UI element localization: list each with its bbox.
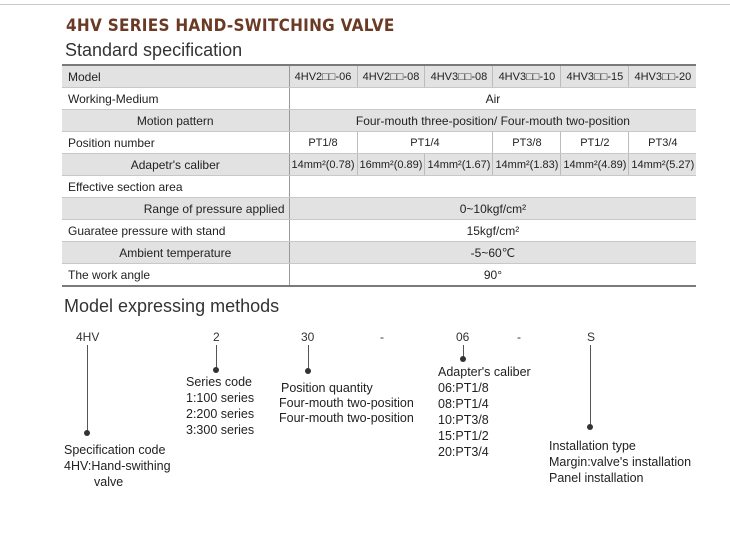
adapter-caliber-desc [438,364,531,460]
table-row [62,264,696,287]
model-cell: 4HV2□□-08 [357,65,425,88]
desc-heading: Specification code [64,443,166,457]
value-cell: -5~60℃ [289,242,696,264]
position-cell: PT1/4 [357,132,493,154]
spec-code-desc [64,442,171,490]
caliber-cell: 14mm²(1.67) [425,154,493,176]
desc-heading: Series code [186,375,253,389]
code-install: S [587,330,596,344]
model-cell: 4HV3□□-08 [425,65,493,88]
position-cell: PT3/4 [629,132,696,154]
caliber-cell: 16mm²(0.89) [357,154,425,176]
table-row [62,242,696,264]
desc-line: Four-mouth two-position [279,396,414,410]
caliber-cell: 14mm²(5.27) [629,154,696,176]
desc-line: 4HV:Hand-swithing [64,459,171,473]
section-heading-model: Model expressing methods [64,296,280,316]
install-type-desc [549,438,691,486]
model-cell: 4HV2□□-06 [289,65,357,88]
table-row [62,220,696,242]
position-cell: PT1/8 [289,132,357,154]
table-row [62,176,696,198]
desc-line: 2:200 series [186,407,255,421]
desc-line: 15:PT1/2 [438,429,489,443]
value-cell: Air [289,88,696,110]
table-row [62,198,696,220]
desc-line: Four-mouth two-position [279,411,414,425]
desc-line: 3:300 series [186,423,255,437]
code-series: 4HV [76,330,100,344]
connector-dot [587,424,593,430]
position-cell: PT3/8 [493,132,561,154]
desc-heading: Installation type [549,439,636,453]
row-label: Working-Medium [62,88,289,110]
value-cell: Four-mouth three-position/ Four-mouth two-position [289,110,696,132]
value-cell: 15kgf/cm² [289,220,696,242]
desc-line: 08:PT1/4 [438,397,489,411]
value-cell [289,176,696,198]
desc-heading: Adapter's caliber [438,365,531,379]
desc-line: Panel installation [549,471,644,485]
spec-table [62,64,696,287]
connector-dot [213,367,219,373]
row-label: Motion pattern [62,110,289,132]
desc-line: 10:PT3/8 [438,413,489,427]
model-cell: 4HV3□□-20 [629,65,696,88]
row-label: Adapetr's caliber [62,154,289,176]
section-heading-spec: Standard specification [65,40,243,60]
caliber-cell: 14mm²(1.83) [493,154,561,176]
desc-heading: Position quantity [281,381,373,395]
desc-line: 20:PT3/4 [438,445,489,459]
position-cell: PT1/2 [561,132,629,154]
table-row [62,132,696,154]
desc-line: Margin:valve's installation [549,455,692,469]
caliber-cell: 14mm²(0.78) [289,154,357,176]
code-series-num: 2 [213,330,220,344]
row-label: Range of pressure applied [62,198,289,220]
row-label: Model [62,65,289,88]
table-row [62,110,696,132]
row-label: Guaratee pressure with stand [62,220,289,242]
page-title: 4HV SERIES HAND-SWITCHING VALVE [66,16,395,36]
row-label: Ambient temperature [62,242,289,264]
top-divider [0,4,730,5]
table-row [62,88,696,110]
row-label: Position number [62,132,289,154]
code-dash: - [380,330,384,344]
code-dash: - [517,330,521,344]
connector-dot [460,356,466,362]
desc-line: 1:100 series [186,391,255,405]
row-label: Effective section area [62,176,289,198]
desc-line: 06:PT1/8 [438,381,489,395]
connector-line [590,345,591,429]
code-caliber: 06 [456,330,470,344]
desc-line: valve [94,475,124,489]
connector-dot [84,430,90,436]
series-code-desc [186,374,254,438]
table-row [62,154,696,176]
model-cell: 4HV3□□-10 [493,65,561,88]
value-cell: 0~10kgf/cm² [289,198,696,220]
model-cell: 4HV3□□-15 [561,65,629,88]
value-cell: 90° [289,264,696,287]
position-qty-desc [279,381,414,426]
connector-dot [305,368,311,374]
row-label: The work angle [62,264,289,287]
code-position: 30 [301,330,315,344]
table-row [62,65,696,88]
connector-line [87,345,88,435]
caliber-cell: 14mm²(4.89) [561,154,629,176]
